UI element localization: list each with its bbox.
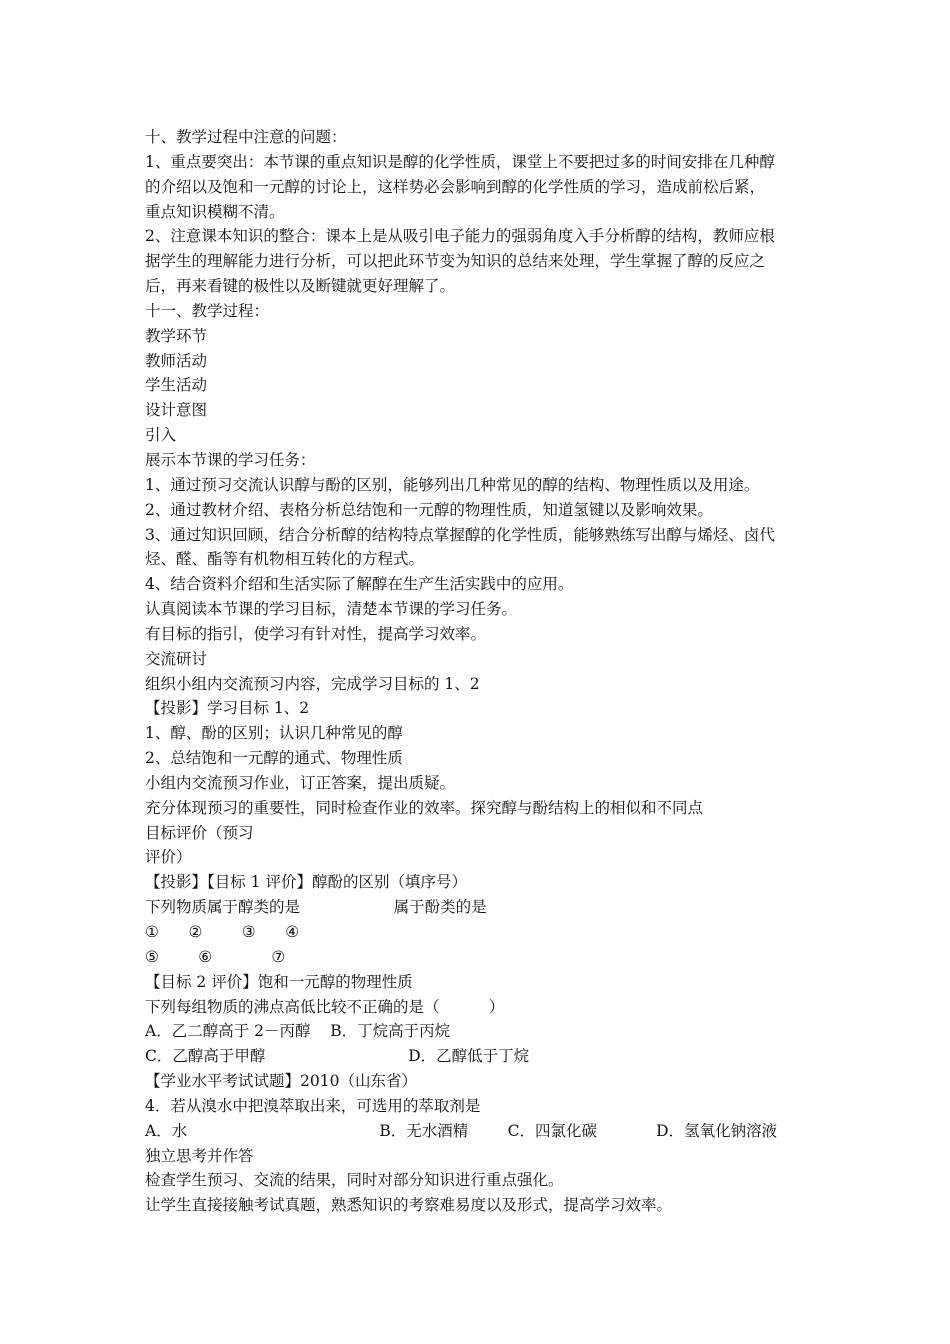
stage-label: 引入 (145, 426, 177, 445)
list-item: 4、结合资料介绍和生活实际了解醇在生产生活实践中的应用。 (145, 575, 574, 594)
paragraph-line: 1、重点要突出：本节课的重点知识是醇的化学性质，课堂上不要把过多的时间安排在几种醇 (145, 152, 775, 171)
list-item: 2、通过教材介绍、表格分析总结饱和一元醇的物理性质，知道氢键以及影响效果。 (145, 500, 713, 519)
table-header-cell: 设计意图 (145, 401, 208, 420)
paragraph-line: 组织小组内交流预习内容，完成学习目标的 1、2 (145, 674, 480, 693)
structure-numbers: ⑤ ⑥ ⑦ (145, 947, 286, 966)
list-item: 1、醇、酚的区别；认识几种常见的醇 (145, 724, 403, 743)
paragraph-line: 认真阅读本节课的学习目标，清楚本节课的学习任务。 (145, 600, 518, 619)
paragraph-line: 【目标 2 评价】饱和一元醇的物理性质 (145, 972, 413, 991)
stage-label: 目标评价（预习 (145, 823, 254, 842)
paragraph-line: 据学生的理解能力进行分析，可以把此环节变为知识的总结来处理，学生掌握了醇的反应之 (145, 252, 766, 271)
question-line: 下列物质属于醇类的是 属于酚类的是 (145, 898, 487, 917)
paragraph-line: 充分体现预习的重要性，同时检查作业的效率。探究醇与酚结构上的相似和不同点 (145, 798, 704, 817)
answer-options: C．乙醇高于甲醇 D．乙醇低于丁烷 (145, 1047, 530, 1066)
paragraph-line: 展示本节课的学习任务： (145, 450, 316, 469)
table-header-cell: 教学环节 (145, 326, 208, 345)
document-body (145, 125, 810, 1218)
list-item: 烃、醛、酯等有机物相互转化的方程式。 (145, 550, 425, 569)
paragraph-line: 2、注意课本知识的整合：课本上是从吸引电子能力的强弱角度入手分析醇的结构，教师应根 (145, 227, 775, 246)
paragraph-line: 检查学生预习、交流的结果，同时对部分知识进行重点强化。 (145, 1171, 564, 1190)
paragraph-line: 独立思考并作答 (145, 1146, 254, 1165)
question-line: 下列每组物质的沸点高低比较不正确的是（ ） (145, 997, 505, 1016)
section-heading-10: 十、教学过程中注意的问题： (145, 128, 347, 146)
list-item: 2、总结饱和一元醇的通式、物理性质 (145, 749, 403, 768)
paragraph-line: 有目标的指引，使学习有针对性，提高学习效率。 (145, 624, 487, 643)
table-header-cell: 学生活动 (145, 376, 208, 395)
paragraph-line: 小组内交流预习作业，订正答案，提出质疑。 (145, 773, 456, 792)
answer-options: A．乙二醇高于 2－丙醇 B．丁烷高于丙烷 (145, 1022, 451, 1041)
answer-options: A．水 B．无水酒精 C．四氯化碳 D．氢氧化钠溶液 (145, 1121, 778, 1140)
paragraph-line: 【投影】学习目标 1、2 (145, 699, 310, 718)
paragraph-line: 让学生直接接触考试真题，熟悉知识的考察难易度以及形式，提高学习效率。 (145, 1196, 673, 1215)
structure-numbers: ① ② ③ ④ (145, 923, 300, 941)
question-line: 4．若从溴水中把溴萃取出来，可选用的萃取剂是 (145, 1096, 481, 1115)
paragraph-line: 【投影】【目标 1 评价】醇酚的区别（填序号） (145, 873, 467, 892)
list-item: 3、通过知识回顾，结合分析醇的结构特点掌握醇的化学性质，能够熟练写出醇与烯烃、卤代 (145, 525, 775, 544)
stage-label: 评价） (145, 848, 192, 867)
paragraph-line: 的介绍以及饱和一元醇的讨论上，这样势必会影响到醇的化学性质的学习，造成前松后紧， (145, 177, 766, 196)
paragraph-line: 后，再来看键的极性以及断键就更好理解了。 (145, 277, 456, 296)
paragraph-line: 【学业水平考试试题】2010（山东省） (145, 1072, 417, 1091)
paragraph-line: 重点知识模糊不清。 (145, 202, 285, 221)
list-item: 1、通过预习交流认识醇与酚的区别，能够列出几种常见的醇的结构、物理性质以及用途。 (145, 475, 760, 494)
section-heading-11: 十一、教学过程： (145, 301, 270, 320)
stage-label: 交流研讨 (145, 649, 208, 668)
table-header-cell: 教师活动 (145, 351, 208, 370)
